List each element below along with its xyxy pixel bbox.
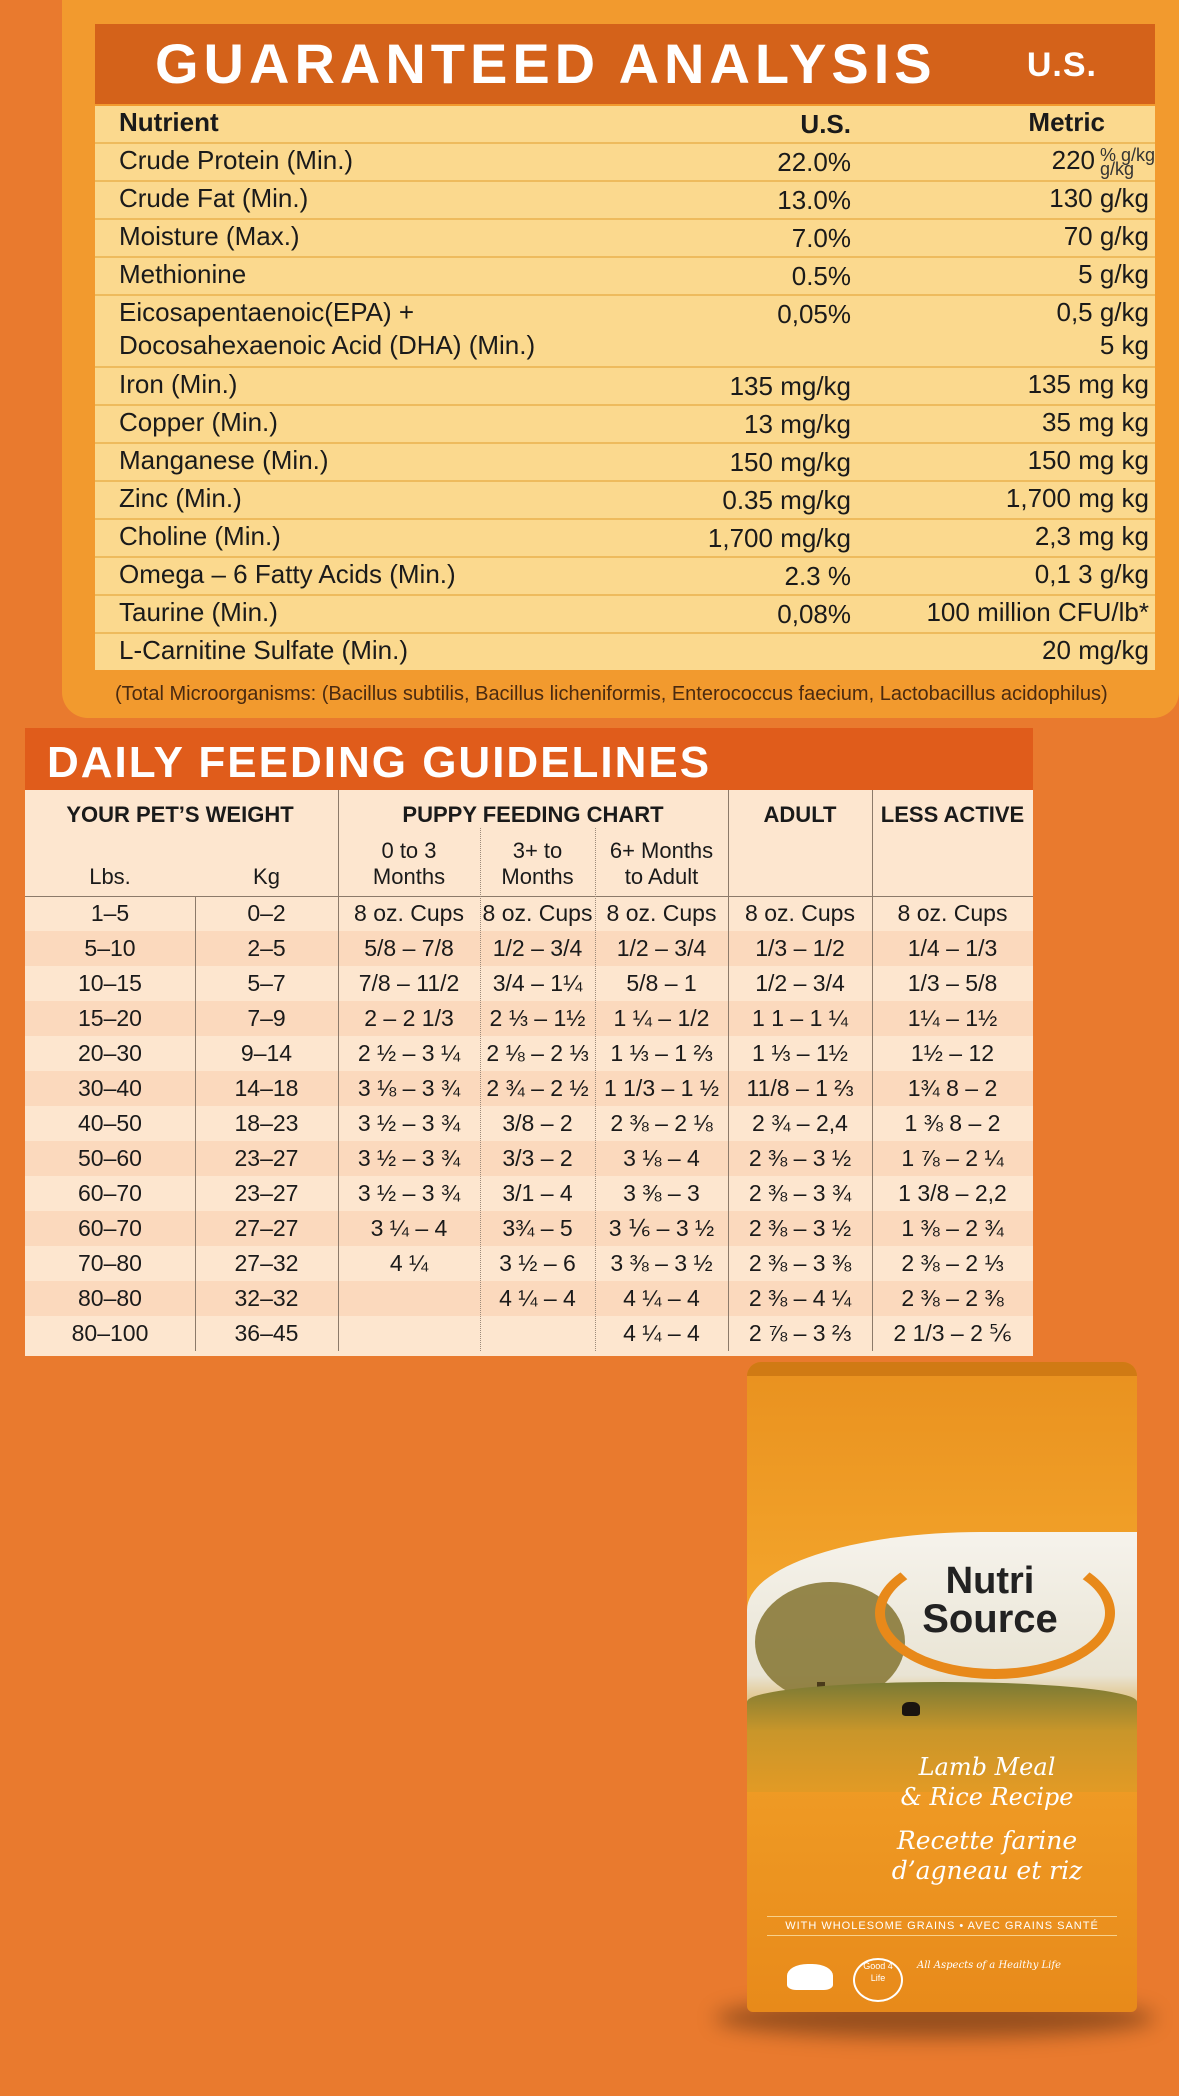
puppy-3-plus-cell: 3¾ – 5: [502, 1215, 573, 1241]
recipe-french: Recette farine d’agneau et riz: [891, 1826, 1083, 1885]
puppy-6-plus-cell: 3 ⅙ – 3 ½: [608, 1215, 715, 1241]
weight-lbs-cell: 80–80: [78, 1285, 142, 1311]
weight-lbs-cell: 50–60: [78, 1145, 142, 1171]
lbs-header: Lbs.: [89, 864, 131, 889]
puppy-3-plus-cell: 2 ¾ – 2 ½: [486, 1075, 589, 1101]
less-active-amount-cell: 1/3 – 5/8: [907, 970, 998, 996]
us-value: 0.35 mg/kg: [722, 485, 851, 515]
puppy-6-plus-cell: 2 ⅜ – 2 ⅛: [610, 1110, 713, 1136]
weight-kg-cell: 23–27: [234, 1180, 299, 1206]
us-value: 0,08%: [777, 599, 851, 629]
adult-amount-cell: 2 ⅜ – 3 ½: [748, 1215, 852, 1241]
table-row: [95, 634, 1155, 670]
metric-value: 135 mg kg: [1027, 369, 1149, 399]
kg-header: Kg: [253, 864, 280, 889]
adult-amount-cell: 2 ⅞ – 3 ⅔: [748, 1320, 852, 1346]
puppy-0-3-cell: [338, 1316, 480, 1351]
table-header-row: [95, 106, 1155, 144]
weight-lbs-cell: 5–10: [84, 935, 136, 961]
puppy-6-plus-cell: 3 ⅛ – 4: [623, 1145, 700, 1171]
puppy-6-plus-cell: 3 ⅜ – 3: [623, 1180, 700, 1206]
weight-kg-cell: 0–2: [247, 900, 286, 926]
weight-kg-cell: 7–9: [247, 1005, 286, 1031]
nutrient-name: Choline (Min.): [119, 521, 281, 551]
dog-icon: [787, 1964, 833, 1990]
good-4-life-badge: Good 4 Life: [853, 1958, 903, 2002]
puppy-3-plus-cell: [480, 1316, 595, 1351]
us-value: 0,05%: [777, 299, 851, 329]
metric-value: 220: [1051, 145, 1095, 175]
table-row: [95, 406, 1155, 444]
metric-value: 150 mg kg: [1027, 445, 1149, 475]
wholesome-grains-banner: WITH WHOLESOME GRAINS • AVEC GRAINS SANTÉ: [767, 1916, 1117, 1936]
puppy-0-3-cell: 2 ½ – 3 ¼: [357, 1040, 461, 1066]
adult-amount-cell: 1/3 – 1/2: [755, 935, 845, 961]
nutrient-name: L-Carnitine Sulfate (Min.): [119, 635, 408, 665]
nutrient-name: Taurine (Min.): [119, 597, 278, 627]
puppy-3-plus-cell: 3/3 – 2: [502, 1145, 573, 1171]
adult-amount-cell: 2 ⅜ – 3 ¾: [748, 1180, 852, 1206]
less-active-amount-cell: 2 ⅜ – 2 ⅜: [901, 1285, 1004, 1311]
puppy-6-plus-cell: 1 1/3 – 1 ½: [603, 1075, 720, 1101]
table-row: [95, 482, 1155, 520]
less-active-amount-cell: 1/4 – 1/3: [907, 935, 998, 961]
weight-kg-cell: 32–32: [234, 1285, 299, 1311]
metric-value: 70 g/kg: [1063, 221, 1149, 251]
guaranteed-analysis-table: [95, 106, 1155, 670]
puppy-0-3-cell: [338, 1281, 480, 1316]
table-row: [95, 368, 1155, 406]
metric-value: 0,1 3 g/kg: [1034, 559, 1149, 589]
adult-amount-cell: 1 ⅓ – 1½: [752, 1040, 848, 1066]
weight-kg-cell: 23–27: [234, 1145, 299, 1171]
weight-lbs-cell: 30–40: [78, 1075, 142, 1101]
less-active-amount-cell: 1 ⅞ – 2 ¼: [901, 1145, 1004, 1171]
adult-amount-cell: 2 ⅜ – 4 ¼: [748, 1285, 852, 1311]
puppy-0-3-header: 0 to 3 Months: [372, 838, 446, 889]
metric-column-header: Metric: [1028, 107, 1105, 137]
less-active-amount-cell: 1 ⅜ 8 – 2: [904, 1110, 1001, 1136]
nutrient-name: Eicosapentaenoic(EPA) + Docosahexaenoic Acid (DHA) (Min.): [119, 297, 536, 360]
weight-kg-cell: 27–27: [234, 1215, 299, 1241]
weight-lbs-cell: 60–70: [78, 1180, 142, 1206]
adult-amount-cell: 1 1 – 1 ¼: [752, 1005, 848, 1031]
puppy-0-3-cell: 3 ½ – 3 ¾: [357, 1180, 461, 1206]
less-active-amount-cell: 2 1/3 – 2 ⅚: [893, 1320, 1012, 1346]
puppy-chart-header: PUPPY FEEDING CHART: [402, 802, 664, 827]
table-row: [95, 144, 1155, 182]
table-row: [95, 596, 1155, 634]
us-column-header: U.S.: [800, 109, 851, 139]
adult-header: ADULT: [763, 802, 837, 827]
weight-kg-cell: 14–18: [234, 1075, 299, 1101]
weight-kg-cell: 2–5: [247, 935, 286, 961]
puppy-6-plus-cell: 4 ¼ – 4: [623, 1320, 700, 1346]
product-bag-image: [747, 1362, 1137, 2012]
adult-amount-cell: 8 oz. Cups: [745, 900, 855, 926]
puppy-6-plus-cell: 1 ¼ – 1/2: [613, 1005, 710, 1031]
weight-kg-cell: 5–7: [247, 970, 286, 996]
metric-value: 20 mg/kg: [1042, 635, 1149, 665]
us-value: 7.0%: [791, 223, 851, 253]
us-value: 135 mg/kg: [729, 371, 851, 401]
puppy-3-plus-cell: 2 ⅓ – 1½: [489, 1005, 586, 1031]
table-row: [95, 258, 1155, 296]
us-value: 13.0%: [777, 185, 851, 215]
less-active-amount-cell: 1 ⅜ – 2 ¾: [901, 1215, 1004, 1241]
guaranteed-analysis-title: GUARANTEED ANALYSIS: [155, 32, 937, 95]
guaranteed-analysis-header: [95, 24, 1155, 104]
us-value: 13 mg/kg: [744, 409, 851, 439]
metric-value: 0,5 g/kg 5 kg: [1056, 297, 1149, 360]
less-active-amount-cell: 1 3/8 – 2,2: [898, 1180, 1007, 1206]
nutrient-name: Methionine: [119, 259, 247, 289]
weight-lbs-cell: 60–70: [78, 1215, 142, 1241]
brand-name-line1: Nutri: [945, 1560, 1035, 1602]
metric-value: 35 mg kg: [1042, 407, 1149, 437]
puppy-3-plus-cell: 1/2 – 3/4: [492, 935, 583, 961]
puppy-0-3-cell: 3 ⅛ – 3 ¾: [357, 1075, 461, 1101]
puppy-3-plus-cell: 8 oz. Cups: [482, 900, 593, 926]
table-row: [95, 220, 1155, 258]
metric-value: 100 million CFU/lb*: [926, 597, 1149, 627]
table-row: [95, 296, 1155, 368]
less-active-amount-cell: 1½ – 12: [910, 1040, 995, 1066]
metric-value: 1,700 mg kg: [1005, 483, 1149, 513]
recipe-name: [837, 1752, 1137, 1886]
puppy-0-3-cell: 5/8 – 7/8: [364, 935, 454, 961]
nutrient-name: Copper (Min.): [119, 407, 278, 437]
puppy-3-plus-header: 3+ to Months: [501, 838, 574, 889]
table-row: [95, 182, 1155, 220]
nutrient-name: Omega – 6 Fatty Acids (Min.): [119, 559, 456, 589]
us-value: 22.0%: [777, 147, 851, 177]
puppy-6-plus-cell: 3 ⅜ – 3 ½: [610, 1250, 713, 1276]
weight-lbs-cell: 20–30: [78, 1040, 142, 1066]
region-tag: U.S.: [1026, 46, 1097, 84]
weight-lbs-cell: 15–20: [78, 1005, 142, 1031]
less-active-amount-cell: 1¼ – 1½: [907, 1005, 998, 1031]
weight-lbs-cell: 40–50: [78, 1110, 142, 1136]
healthy-life-tagline: All Aspects of a Healthy Life: [917, 1960, 1061, 1971]
puppy-3-plus-cell: 3/4 – 1¼: [492, 970, 583, 996]
less-active-amount-cell: 8 oz. Cups: [897, 900, 1008, 926]
us-value: 150 mg/kg: [729, 447, 851, 477]
puppy-6-plus-cell: 4 ¼ – 4: [623, 1285, 700, 1311]
nutrient-name: Moisture (Max.): [119, 221, 300, 251]
feeding-guidelines-header: [25, 728, 1033, 790]
puppy-0-3-cell: 3 ¼ – 4: [370, 1215, 448, 1241]
puppy-6-plus-cell: 1 ⅓ – 1 ⅔: [610, 1040, 713, 1066]
puppy-3-plus-cell: 3/1 – 4: [502, 1180, 573, 1206]
table-row: [95, 520, 1155, 558]
less-active-header: LESS ACTIVE: [880, 802, 1025, 827]
puppy-0-3-cell: 7/8 – 11/2: [358, 970, 460, 996]
table-row: [95, 558, 1155, 596]
table-row: [95, 444, 1155, 482]
nutrient-name: Zinc (Min.): [119, 483, 242, 513]
brand-name-line2: Source: [922, 1597, 1058, 1641]
puppy-6-plus-header: 6+ Months to Adult: [609, 838, 714, 889]
weight-kg-cell: 18–23: [234, 1110, 299, 1136]
adult-amount-cell: 11/8 – 1 ⅔: [746, 1075, 854, 1101]
bag-seal: [747, 1362, 1137, 1376]
puppy-3-plus-cell: 3 ½ – 6: [499, 1250, 576, 1276]
weight-header: YOUR PET’S WEIGHT: [66, 802, 294, 827]
puppy-0-3-cell: 8 oz. Cups: [354, 900, 464, 926]
puppy-6-plus-cell: 1/2 – 3/4: [616, 935, 707, 961]
puppy-0-3-cell: 3 ½ – 3 ¾: [357, 1110, 461, 1136]
puppy-0-3-cell: 2 – 2 1/3: [364, 1005, 454, 1031]
us-value: 1,700 mg/kg: [707, 523, 851, 553]
less-active-amount-cell: 2 ⅜ – 2 ⅓: [901, 1250, 1004, 1276]
dog-silhouette-icon: [902, 1702, 920, 1716]
less-active-amount-cell: 1¾ 8 – 2: [907, 1075, 998, 1101]
weight-lbs-cell: 1–5: [90, 900, 130, 926]
weight-lbs-cell: 70–80: [78, 1250, 142, 1276]
us-value: 2.3 %: [784, 561, 851, 591]
weight-kg-cell: 27–32: [234, 1250, 299, 1276]
weight-kg-cell: 9–14: [240, 1040, 293, 1066]
weight-lbs-cell: 10–15: [78, 970, 142, 996]
guaranteed-analysis-footnote: (Total Microorganisms: (Bacillus subtilis, Bacillus licheniformis, Enterococcus faecium, Lactobacillus acidophilus): [115, 684, 1108, 705]
adult-amount-cell: 2 ⅜ – 3 ½: [748, 1145, 852, 1171]
feeding-guidelines-title: DAILY FEEDING GUIDELINES: [47, 738, 712, 787]
metric-unit-overprint: % g/kg g/kg: [1099, 145, 1155, 179]
us-value: 0.5%: [791, 261, 851, 291]
puppy-6-plus-cell: 8 oz. Cups: [606, 900, 717, 926]
nutrient-column-header: Nutrient: [119, 107, 219, 137]
puppy-0-3-cell: 3 ½ – 3 ¾: [357, 1145, 461, 1171]
recipe-english: Lamb Meal & Rice Recipe: [900, 1753, 1074, 1811]
feeding-guidelines-table: [25, 790, 1033, 1356]
metric-value: 5 g/kg: [1078, 259, 1149, 289]
puppy-0-3-cell: 4 ¼: [389, 1250, 429, 1276]
adult-amount-cell: 1/2 – 3/4: [755, 970, 845, 996]
brand-logo: [895, 1560, 1085, 1641]
weight-kg-cell: 36–45: [234, 1320, 299, 1346]
nutrient-name: Iron (Min.): [119, 369, 238, 399]
nutrient-name: Manganese (Min.): [119, 445, 329, 475]
adult-amount-cell: 2 ⅜ – 3 ⅜: [748, 1250, 852, 1276]
puppy-3-plus-cell: 2 ⅛ – 2 ⅓: [486, 1040, 589, 1066]
weight-lbs-cell: 80–100: [71, 1320, 149, 1346]
adult-amount-cell: 2 ¾ – 2,4: [752, 1110, 848, 1136]
nutrient-name: Crude Fat (Min.): [119, 183, 309, 213]
metric-value: 130 g/kg: [1049, 183, 1149, 213]
puppy-3-plus-cell: 3/8 – 2: [502, 1110, 573, 1136]
metric-value: 2,3 mg kg: [1034, 521, 1149, 551]
puppy-6-plus-cell: 5/8 – 1: [626, 970, 697, 996]
puppy-3-plus-cell: 4 ¼ – 4: [499, 1285, 576, 1311]
nutrient-name: Crude Protein (Min.): [119, 145, 354, 175]
